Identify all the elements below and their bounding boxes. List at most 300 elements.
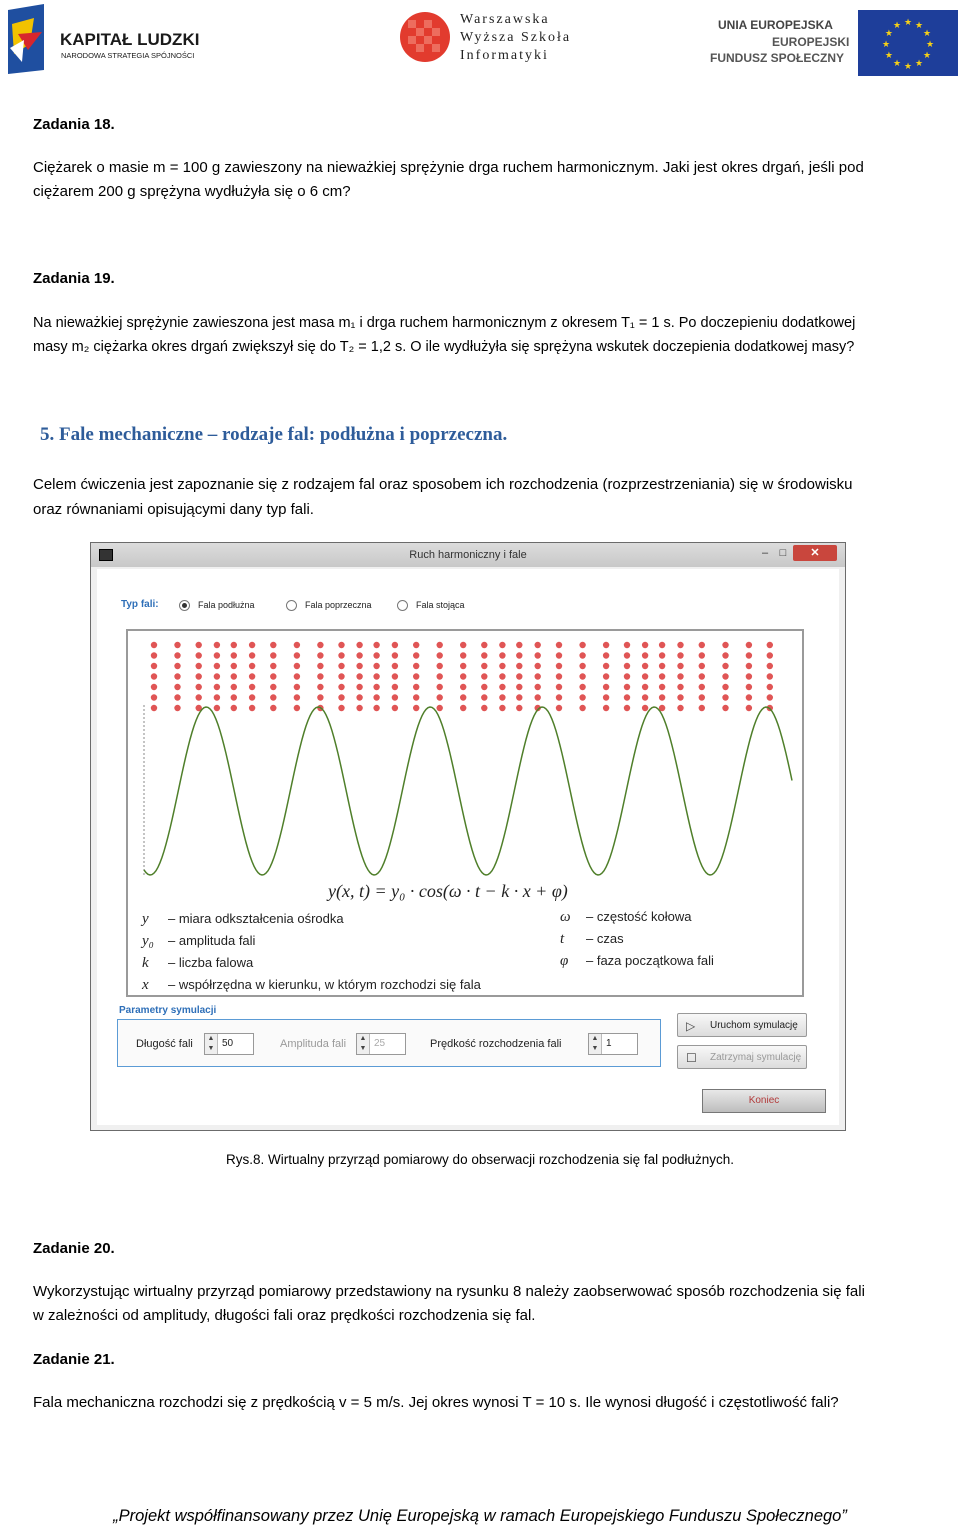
start-simulation-label: Uruchom symulację: [710, 1020, 798, 1031]
particle-dot: [437, 652, 443, 658]
particle-dot: [699, 673, 705, 679]
particle-dot: [231, 652, 237, 658]
particle-dot: [270, 663, 276, 669]
particle-dot: [373, 705, 379, 711]
particle-dot: [499, 642, 505, 648]
particle-dot: [196, 663, 202, 669]
particle-dot: [413, 642, 419, 648]
particle-dot: [249, 652, 255, 658]
particle-dot: [249, 642, 255, 648]
particle-dot: [151, 673, 157, 679]
particle-dot: [214, 684, 220, 690]
checkbox-icon: ☐: [686, 1051, 697, 1065]
particle-dot: [579, 694, 585, 700]
particle-dot: [624, 705, 630, 711]
legend-x-sym: x: [142, 977, 149, 993]
particle-dot: [338, 694, 344, 700]
particle-dot: [356, 694, 362, 700]
particle-dot: [642, 663, 648, 669]
particle-dots: [151, 642, 773, 711]
params-panel: [117, 1019, 661, 1067]
particle-dot: [231, 705, 237, 711]
particle-dot: [481, 705, 487, 711]
particle-dot: [437, 694, 443, 700]
legend-y0-sym: y₀: [142, 933, 154, 949]
particle-dot: [677, 684, 683, 690]
task-19-line-1: Na nieważkiej sprężynie zawieszona jest masa m₁ i drga ruchem harmonicznym z okresem T₁ = 1 s. Po doczepieniu dodatkowej: [33, 315, 856, 331]
particle-dot: [659, 694, 665, 700]
exit-button[interactable]: Koniec: [702, 1089, 826, 1113]
particle-dot: [677, 663, 683, 669]
wsi-logo: [398, 10, 598, 70]
stop-simulation-label: Zatrzymaj symulację: [710, 1052, 802, 1063]
app-content: [97, 569, 839, 1125]
params-label: Parametry symulacji: [119, 1005, 217, 1016]
particle-dot: [603, 642, 609, 648]
particle-dot: [356, 684, 362, 690]
particle-dot: [624, 642, 630, 648]
particle-dot: [231, 684, 237, 690]
particle-dot: [722, 673, 728, 679]
eu-star-icon: ★: [903, 61, 913, 71]
particle-dot: [413, 673, 419, 679]
particle-dot: [231, 642, 237, 648]
radio-fala-poprzeczna-label[interactable]: Fala poprzeczna: [305, 600, 372, 610]
task-19-title: Zadania 19.: [33, 270, 115, 287]
particle-dot: [481, 652, 487, 658]
eu-star-icon: ★: [914, 19, 924, 30]
kapital-ludzki-subtitle: NARODOWA STRATEGIA SPÓJNOŚCI: [61, 51, 195, 60]
amplituda-fali-stepper[interactable]: [356, 1033, 406, 1055]
predkosc-value[interactable]: 1: [606, 1038, 612, 1049]
particle-dot: [174, 694, 180, 700]
particle-dot: [356, 642, 362, 648]
particle-dot: [174, 642, 180, 648]
figure-caption: Rys.8. Wirtualny przyrząd pomiarowy do obserwacji rozchodzenia się fal podłużnych.: [226, 1152, 734, 1167]
task-18-line-2: ciężarem 200 g sprężyna wydłużyła się o 6 cm?: [33, 183, 351, 200]
particle-dot: [356, 705, 362, 711]
particle-dot: [481, 663, 487, 669]
particle-dot: [317, 642, 323, 648]
particle-dot: [151, 684, 157, 690]
particle-dot: [699, 684, 705, 690]
particle-dot: [579, 673, 585, 679]
particle-dot: [413, 694, 419, 700]
particle-dot: [516, 652, 522, 658]
particle-dot: [499, 663, 505, 669]
particle-dot: [294, 652, 300, 658]
particle-dot: [535, 694, 541, 700]
particle-dot: [556, 642, 562, 648]
start-simulation-button[interactable]: [677, 1013, 807, 1037]
eu-star-icon: ★: [884, 50, 893, 60]
legend-x-desc: – współrzędna w kierunku, w którym rozchodzi się fala: [168, 977, 481, 992]
particle-dot: [249, 705, 255, 711]
stepper-arrows-icon[interactable]: ▲ ▼: [357, 1034, 370, 1054]
particle-dot: [317, 684, 323, 690]
eu-star-icon: ★: [923, 28, 932, 38]
particle-dot: [659, 642, 665, 648]
particle-dot: [659, 673, 665, 679]
particle-dot: [699, 705, 705, 711]
particle-dot: [535, 684, 541, 690]
particle-dot: [196, 673, 202, 679]
particle-dot: [294, 673, 300, 679]
particle-dot: [373, 663, 379, 669]
wsi-emblem-icon: [398, 10, 452, 64]
section-5-line-2: oraz równaniami opisującymi dany typ fali.: [33, 501, 314, 518]
particle-dot: [481, 684, 487, 690]
legend-phi-sym: φ: [560, 953, 569, 969]
particle-dot: [499, 673, 505, 679]
particle-dot: [624, 652, 630, 658]
stepper-arrows-icon[interactable]: ▲ ▼: [205, 1034, 218, 1054]
particle-dot: [338, 673, 344, 679]
particle-dot: [437, 684, 443, 690]
particle-dot: [392, 663, 398, 669]
particle-dot: [535, 673, 541, 679]
particle-dot: [767, 684, 773, 690]
particle-dot: [317, 663, 323, 669]
particle-dot: [460, 652, 466, 658]
particle-dot: [437, 705, 443, 711]
particle-dot: [516, 663, 522, 669]
particle-dot: [642, 652, 648, 658]
particle-dot: [270, 705, 276, 711]
amplituda-fali-value[interactable]: 25: [374, 1038, 386, 1049]
particle-dot: [392, 652, 398, 658]
task-20-line-1: Wykorzystując wirtualny przyrząd pomiarowy przedstawiony na rysunku 8 należy zaobserwować sposób rozchodzenia się fali: [33, 1283, 865, 1300]
predkosc-stepper[interactable]: [588, 1033, 638, 1055]
particle-dot: [746, 642, 752, 648]
particle-dot: [722, 694, 728, 700]
particle-dot: [270, 642, 276, 648]
particle-dot: [677, 694, 683, 700]
particle-dot: [677, 652, 683, 658]
particle-dot: [642, 684, 648, 690]
close-button[interactable]: ✕: [793, 545, 837, 561]
particle-dot: [579, 652, 585, 658]
particle-dot: [556, 652, 562, 658]
eu-star-icon: ★: [881, 39, 891, 49]
radio-fala-poprzeczna[interactable]: [286, 600, 297, 611]
particle-dot: [556, 705, 562, 711]
particle-dot: [317, 673, 323, 679]
kapital-ludzki-title: KAPITAŁ LUDZKI: [60, 30, 200, 49]
wsi-line-2: Wyższa Szkoła: [460, 30, 572, 45]
particle-dot: [535, 663, 541, 669]
particle-dot: [270, 694, 276, 700]
particle-dot: [437, 663, 443, 669]
legend-k-desc: – liczba falowa: [168, 955, 254, 970]
particle-dot: [460, 642, 466, 648]
particle-dot: [373, 673, 379, 679]
particle-dot: [196, 694, 202, 700]
particle-dot: [603, 694, 609, 700]
particle-dot: [677, 642, 683, 648]
task-21-title: Zadanie 21.: [33, 1351, 115, 1368]
particle-dot: [214, 663, 220, 669]
particle-dot: [413, 684, 419, 690]
particle-dot: [642, 642, 648, 648]
particle-dot: [214, 705, 220, 711]
particle-dot: [659, 684, 665, 690]
legend-y-desc: – miara odkształcenia ośrodka: [168, 911, 344, 926]
task-20-title: Zadanie 20.: [33, 1240, 115, 1257]
particle-dot: [746, 705, 752, 711]
ue-logo: [700, 8, 958, 76]
legend-omega-sym: ω: [560, 909, 571, 925]
wsi-line-1: Warszawska: [460, 12, 550, 27]
particle-dot: [373, 694, 379, 700]
particle-dot: [413, 663, 419, 669]
particle-dot: [767, 694, 773, 700]
particle-dot: [499, 694, 505, 700]
wave-type-label: Typ fali:: [121, 599, 159, 610]
task-21-line-1: Fala mechaniczna rozchodzi się z prędkością v = 5 m/s. Jej okres wynosi T = 10 s. Ile wynosi długość i częstotliwość fali?: [33, 1394, 839, 1411]
particle-dot: [196, 642, 202, 648]
particle-dot: [746, 663, 752, 669]
particle-dot: [579, 663, 585, 669]
particle-dot: [481, 673, 487, 679]
legend-y: [142, 911, 344, 928]
particle-dot: [270, 684, 276, 690]
particle-dot: [270, 652, 276, 658]
particle-dot: [603, 684, 609, 690]
particle-dot: [174, 684, 180, 690]
particle-dot: [249, 663, 255, 669]
particle-dot: [767, 673, 773, 679]
particle-dot: [642, 694, 648, 700]
particle-dot: [214, 673, 220, 679]
particle-dot: [746, 652, 752, 658]
particle-dot: [603, 663, 609, 669]
particle-dot: [356, 663, 362, 669]
kapital-ludzki-emblem-icon: [4, 4, 52, 74]
task-18-title: Zadania 18.: [33, 116, 115, 133]
particle-dot: [722, 663, 728, 669]
legend-y0: [142, 933, 255, 950]
particle-dot: [722, 705, 728, 711]
particle-dot: [535, 652, 541, 658]
particle-dot: [196, 684, 202, 690]
particle-dot: [722, 642, 728, 648]
ue-line-2: EUROPEJSKI: [772, 35, 850, 49]
particle-dot: [556, 673, 562, 679]
particle-dot: [499, 652, 505, 658]
particle-dot: [373, 652, 379, 658]
particle-dot: [249, 673, 255, 679]
particle-dot: [294, 642, 300, 648]
particle-dot: [677, 705, 683, 711]
particle-dot: [460, 694, 466, 700]
particle-dot: [151, 663, 157, 669]
dlugosc-fali-value[interactable]: 50: [222, 1038, 234, 1049]
particle-dot: [338, 705, 344, 711]
particle-dot: [392, 694, 398, 700]
eu-star-icon: ★: [892, 58, 902, 69]
particle-dot: [356, 673, 362, 679]
legend-y-sym: y: [142, 911, 149, 927]
particle-dot: [460, 705, 466, 711]
radio-fala-stojaca[interactable]: [397, 600, 408, 611]
particle-dot: [499, 684, 505, 690]
particle-dot: [294, 694, 300, 700]
legend-x: [142, 977, 481, 994]
particle-dot: [174, 705, 180, 711]
particle-dot: [642, 673, 648, 679]
eu-star-icon: ★: [925, 39, 935, 49]
particle-dot: [214, 652, 220, 658]
legend-y0-desc: – amplituda fali: [168, 933, 256, 948]
app-window: [90, 542, 846, 1131]
particle-dot: [624, 694, 630, 700]
particle-dot: [392, 673, 398, 679]
particle-dot: [767, 642, 773, 648]
legend-k: [142, 955, 253, 972]
particle-dot: [460, 684, 466, 690]
particle-dot: [294, 684, 300, 690]
eu-star-icon: ★: [884, 28, 893, 38]
particle-dot: [338, 684, 344, 690]
legend-omega-desc: – częstość kołowa: [586, 909, 692, 924]
page-header: [0, 0, 960, 80]
particle-dot: [151, 652, 157, 658]
amplituda-fali-label: Amplituda fali: [280, 1038, 347, 1050]
particle-dot: [437, 642, 443, 648]
section-5-heading: 5. Fale mechaniczne – rodzaje fal: podłużna i poprzeczna.: [40, 424, 508, 445]
particle-dot: [214, 642, 220, 648]
particle-dot: [499, 705, 505, 711]
particle-dot: [196, 652, 202, 658]
particle-dot: [294, 705, 300, 711]
particle-dot: [516, 642, 522, 648]
particle-dot: [174, 652, 180, 658]
particle-dot: [535, 642, 541, 648]
predkosc-label: Prędkość rozchodzenia fali: [430, 1038, 562, 1050]
legend-t-sym: t: [560, 931, 565, 947]
particle-dot: [746, 694, 752, 700]
particle-dot: [481, 642, 487, 648]
particle-dot: [460, 673, 466, 679]
radio-fala-podluzna[interactable]: [179, 600, 190, 611]
window-titlebar[interactable]: [91, 543, 845, 567]
particle-dot: [356, 652, 362, 658]
particle-dot: [767, 652, 773, 658]
particle-dot: [579, 684, 585, 690]
eu-star-icon: ★: [892, 19, 902, 30]
legend-k-sym: k: [142, 955, 149, 971]
particle-dot: [624, 663, 630, 669]
particle-dot: [373, 684, 379, 690]
particle-dot: [603, 705, 609, 711]
particle-dot: [699, 652, 705, 658]
eu-star-icon: ★: [923, 50, 932, 60]
particle-dot: [699, 642, 705, 648]
particle-dot: [699, 663, 705, 669]
particle-dot: [659, 663, 665, 669]
cosine-wave-line: [144, 707, 792, 875]
particle-dot: [481, 694, 487, 700]
particle-dot: [556, 663, 562, 669]
task-18-line-1: Ciężarek o masie m = 100 g zawieszony na nieważkiej sprężynie drga ruchem harmonicznym. Jaki jest okres drgań, jeśli pod: [33, 159, 864, 176]
legend-t: [560, 931, 624, 948]
particle-dot: [516, 673, 522, 679]
particle-dot: [516, 705, 522, 711]
particle-dot: [231, 673, 237, 679]
particle-dot: [270, 673, 276, 679]
particle-dot: [516, 684, 522, 690]
radio-fala-podluzna-label[interactable]: Fala podłużna: [198, 600, 255, 610]
particle-dot: [413, 652, 419, 658]
particle-dot: [624, 673, 630, 679]
particle-dot: [249, 684, 255, 690]
particle-dot: [174, 663, 180, 669]
task-19-line-2: masy m₂ ciężarka okres drgań zwiększył się do T₂ = 1,2 s. O ile wydłużyła się sprężyna wskutek doczepienia dodatkowej masy?: [33, 339, 855, 355]
particle-dot: [677, 673, 683, 679]
particle-dot: [746, 684, 752, 690]
particle-dot: [317, 694, 323, 700]
radio-fala-stojaca-label[interactable]: Fala stojąca: [416, 600, 465, 610]
legend-phi: [560, 953, 714, 970]
particle-dot: [231, 694, 237, 700]
ue-line-1: UNIA EUROPEJSKA: [718, 18, 833, 32]
particle-dot: [214, 694, 220, 700]
particle-dot: [151, 705, 157, 711]
section-5-line-1: Celem ćwiczenia jest zapoznanie się z rodzajem fal oraz sposobem ich rozchodzenia (rozprzestrzeniania) się w środowisku: [33, 476, 853, 493]
maximize-button[interactable]: □: [779, 547, 787, 559]
dlugosc-fali-label: Długość fali: [136, 1038, 193, 1050]
particle-dot: [392, 642, 398, 648]
particle-dot: [746, 673, 752, 679]
particle-dot: [624, 684, 630, 690]
task-20-line-2: w zależności od amplitudy, długości fali oraz prędkości rozchodzenia się fal.: [33, 1307, 536, 1324]
particle-dot: [392, 684, 398, 690]
particle-dot: [249, 694, 255, 700]
particle-dot: [231, 663, 237, 669]
particle-dot: [767, 663, 773, 669]
particle-dot: [151, 642, 157, 648]
particle-dot: [556, 694, 562, 700]
stepper-arrows-icon[interactable]: ▲ ▼: [589, 1034, 602, 1054]
wave-formula: y(x, t) = y₀ · cos(ω · t − k · x + φ): [328, 881, 568, 901]
dlugosc-fali-stepper[interactable]: [204, 1033, 254, 1055]
legend-omega: [560, 909, 692, 926]
particle-dot: [579, 642, 585, 648]
window-title: Ruch harmoniczny i fale: [409, 549, 527, 561]
particle-dot: [699, 694, 705, 700]
particle-dot: [174, 673, 180, 679]
stop-simulation-button[interactable]: [677, 1045, 807, 1069]
eu-flag-icon: [858, 10, 958, 76]
particle-dot: [659, 652, 665, 658]
kapital-ludzki-logo: [4, 4, 214, 76]
particle-dot: [460, 663, 466, 669]
particle-dot: [413, 705, 419, 711]
particle-dot: [556, 684, 562, 690]
legend-t-desc: – czas: [586, 931, 624, 946]
particle-dot: [151, 694, 157, 700]
particle-dot: [642, 705, 648, 711]
minimize-button[interactable]: –: [761, 547, 769, 559]
legend-phi-desc: – faza początkowa fali: [586, 953, 714, 968]
wave-plot: [126, 629, 804, 997]
particle-dot: [722, 652, 728, 658]
particle-dot: [338, 652, 344, 658]
particle-dot: [603, 673, 609, 679]
particle-dot: [373, 642, 379, 648]
particle-dot: [338, 663, 344, 669]
